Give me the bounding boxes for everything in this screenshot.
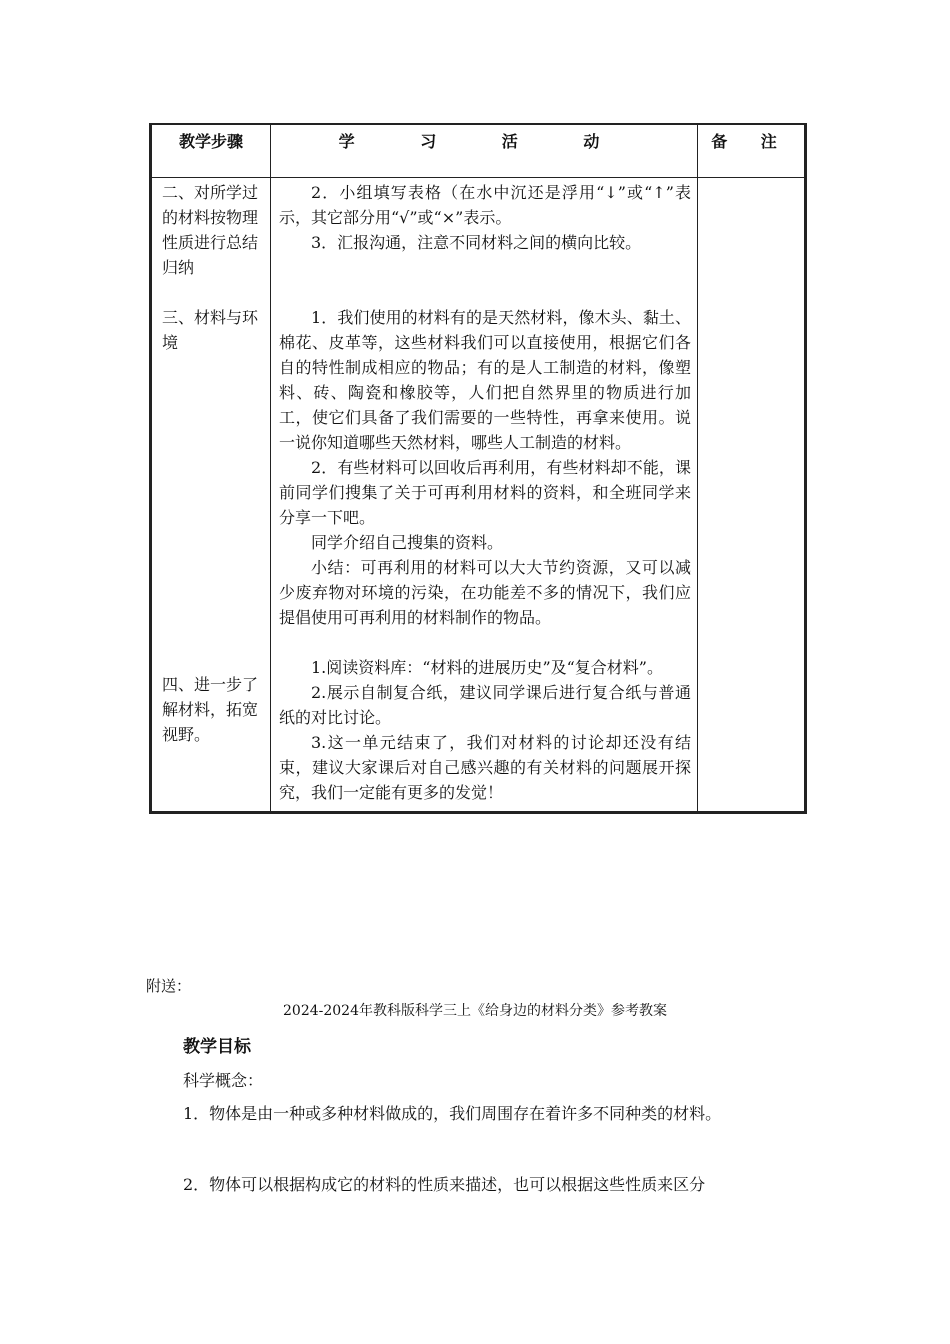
step-2: 二、对所学过的材料按物理性质进行总结归纳 [162,183,259,277]
goal-item-1: 1．物体是由一种或多种材料做成的，我们周围存在着许多不同种类的材料。 [183,1104,722,1123]
activity-3-2: 2．有些材料可以回收后再利用，有些材料却不能，课前同学们搜集了关于可再利用材料的资料，和全班同学来分享一下吧。 [279,458,691,527]
activity-2-1: 2．小组填写表格（在水中沉还是浮用“↓”或“↑”表示，其它部分用“√”或“×”表示。 [279,183,691,227]
step-4: 四、进一步了解材料，拓宽视野。 [162,675,259,744]
activity-cell [271,178,698,813]
header-activity: 学 习 活 动 [271,124,698,178]
header-steps: 教学步骤 [151,124,271,178]
header-notes: 备 注 [698,124,806,178]
activity-2-2: 3．汇报沟通，注意不同材料之间的横向比较。 [311,233,642,252]
table-header-row [151,124,806,178]
step-3: 三、材料与环境 [162,308,259,352]
table-body-row [151,178,806,813]
activity-3-4: 小结：可再利用的材料可以大大节约资源，又可以减少废弃物对环境的污染，在功能差不多的情况下，我们应提倡使用可再利用的材料制作的物品。 [279,558,691,627]
goals-heading: 教学目标 [183,1037,251,1057]
lesson-plan-table [149,123,807,814]
concept-label: 科学概念： [183,1071,264,1090]
notes-cell [698,178,806,813]
goal-item-2: 2．物体可以根据构成它的材料的性质来描述，也可以根据这些性质来区分 [183,1175,706,1194]
activity-4-3: 3.这一单元结束了，我们对材料的讨论却还没有结束，建议大家课后对自己感兴趣的有关材料的问题展开探究，我们一定能有更多的发觉！ [279,733,691,802]
activity-3-3: 同学介绍自己搜集的资料。 [311,533,504,552]
document-title: 2024-2024年教科版科学三上《给身边的材料分类》参考教案 [283,1003,667,1019]
steps-cell [151,178,271,813]
activity-3-1: 1．我们使用的材料有的是天然材料，像木头、黏土、棉花、皮革等，这些材料我们可以直接使用，根据它们各自的特性制成相应的物品；有的是人工制造的材料，像塑料、砖、陶瓷和橡胶等，人们把自然界里的物质进行加工，使它们具备了我们需要的一些特性，再拿来使用。说一说你知道哪些天然材料，哪些人工制造的材料。 [279,308,691,452]
activity-4-2: 2.展示自制复合纸，建议同学课后进行复合纸与普通纸的对比讨论。 [279,683,691,727]
appendix-label: 附送： [146,977,192,995]
activity-4-1: 1.阅读资料库：“材料的进展历史”及“复合材料”。 [311,658,663,677]
